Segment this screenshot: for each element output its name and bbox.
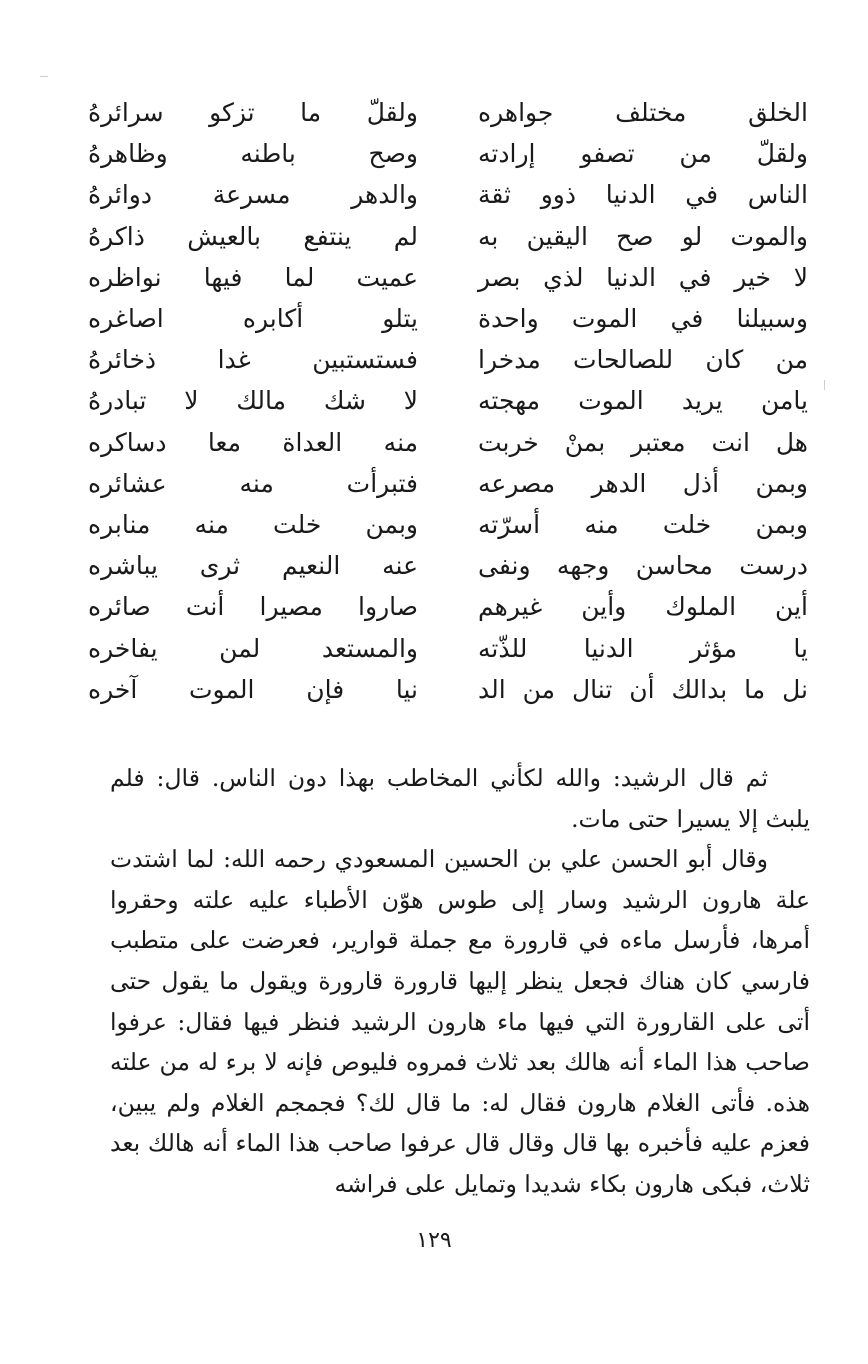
hemistich-right: يا مؤثر الدنيا للذّته: [478, 633, 808, 663]
verse: [88, 174, 808, 215]
hemistich-left: وبمن خلت منه منابره: [88, 509, 418, 539]
verse: [88, 669, 808, 710]
hemistich-left: عميت لما فيها نواظره: [88, 262, 418, 292]
hemistich-right: لا خير في الدنيا لذي بصر: [478, 262, 808, 292]
verse: [88, 133, 808, 174]
hemistich-right: درست محاسن وجهه ونفى: [478, 551, 808, 581]
verse: [88, 298, 808, 339]
hemistich-left: والدهر مسرعة دوائرهُ: [88, 180, 418, 210]
hemistich-right: والموت لو صح اليقين به: [478, 221, 808, 251]
prose-body: [110, 758, 810, 1205]
hemistich-left: يتلو أكابره اصاغره: [88, 304, 418, 334]
scan-mark-right: [824, 380, 825, 390]
hemistich-left: لا شك مالك لا تبادرهُ: [88, 386, 418, 416]
hemistich-right: وبمن خلت منه أسرّته: [478, 509, 808, 539]
hemistich-left: منه العداة معا دساكره: [88, 427, 418, 457]
verse: [88, 627, 808, 668]
hemistich-right: من كان للصالحات مدخرا: [478, 345, 808, 375]
hemistich-right: هل انت معتبر بمنْ خربت: [478, 427, 808, 457]
verse: [88, 380, 808, 421]
scan-mark-top-left: [40, 76, 48, 77]
hemistich-right: أين الملوك وأين غيرهم: [478, 592, 808, 622]
page-number: ١٢٩: [416, 1228, 452, 1253]
verse: [88, 545, 808, 586]
hemistich-left: والمستعد لمن يفاخره: [88, 633, 418, 663]
verse: [88, 504, 808, 545]
hemistich-left: فستستبين غدا ذخائرهُ: [88, 345, 418, 375]
hemistich-right: وسبيلنا في الموت واحدة: [478, 304, 808, 334]
hemistich-left: فتبرأت منه عشائره: [88, 468, 418, 498]
verse: [88, 586, 808, 627]
hemistich-right: يامن يريد الموت مهجته: [478, 386, 808, 416]
verse: [88, 216, 808, 257]
hemistich-left: عنه النعيم ثرى يباشره: [88, 551, 418, 581]
hemistich-right: ولقلّ من تصفو إرادته: [478, 139, 808, 169]
hemistich-right: الناس في الدنيا ذوو ثقة: [478, 180, 808, 210]
hemistich-left: صاروا مصيرا أنت صائره: [88, 592, 418, 622]
hemistich-right: نل ما بدالك أن تنال من الد: [478, 674, 808, 704]
verse: [88, 422, 808, 463]
hemistich-left: ولقلّ ما تزكو سرائرهُ: [88, 98, 418, 128]
verse: [88, 92, 808, 133]
hemistich-left: وصح باطنه وظاهرهُ: [88, 139, 418, 169]
paragraph: ثم قال الرشيد: والله لكأني المخاطب بهذا دون الناس. قال: فلم يلبث إلا يسيرا حتى مات.: [110, 764, 810, 833]
hemistich-right: الخلق مختلف جواهره: [478, 98, 808, 128]
hemistich-left: لم ينتفع بالعيش ذاكرهُ: [88, 221, 418, 251]
verse: [88, 463, 808, 504]
hemistich-left: نيا فإن الموت آخره: [88, 674, 418, 704]
poem: [88, 92, 808, 710]
verse: [88, 257, 808, 298]
verse: [88, 339, 808, 380]
paragraph: وقال أبو الحسن علي بن الحسين المسعودي رحمه الله: لما اشتدت علة هارون الرشيد وسار إلى طوس هوّن الأطباء عليه علته وحقروا أمرها، فأرسل ماءه في قارورة مع جملة قوارير، فعرضت على متطبب فارسي كان هناك فجعل ينظر إليها قارورة قارورة ويقول ما يقول حتى أتى على القارورة التي فيها ماء هارون الرشيد فنظر فيها فقال: عرفوا صاحب هذا الماء أنه هالك بعد ثلاث فمروه فليوص فإنه لا برء له من علته هذه. فأتى الغلام هارون فقال له: ما قال لك؟ فجمجم الغلام ولم يبين، فعزم عليه فأخبره بها قال وقال قال عرفوا صاحب هذا الماء أنه هالك بعد ثلاث، فبكى هارون بكاء شديدا وتمايل على فراشه: [110, 845, 810, 1198]
hemistich-right: وبمن أذل الدهر مصرعه: [478, 468, 808, 498]
